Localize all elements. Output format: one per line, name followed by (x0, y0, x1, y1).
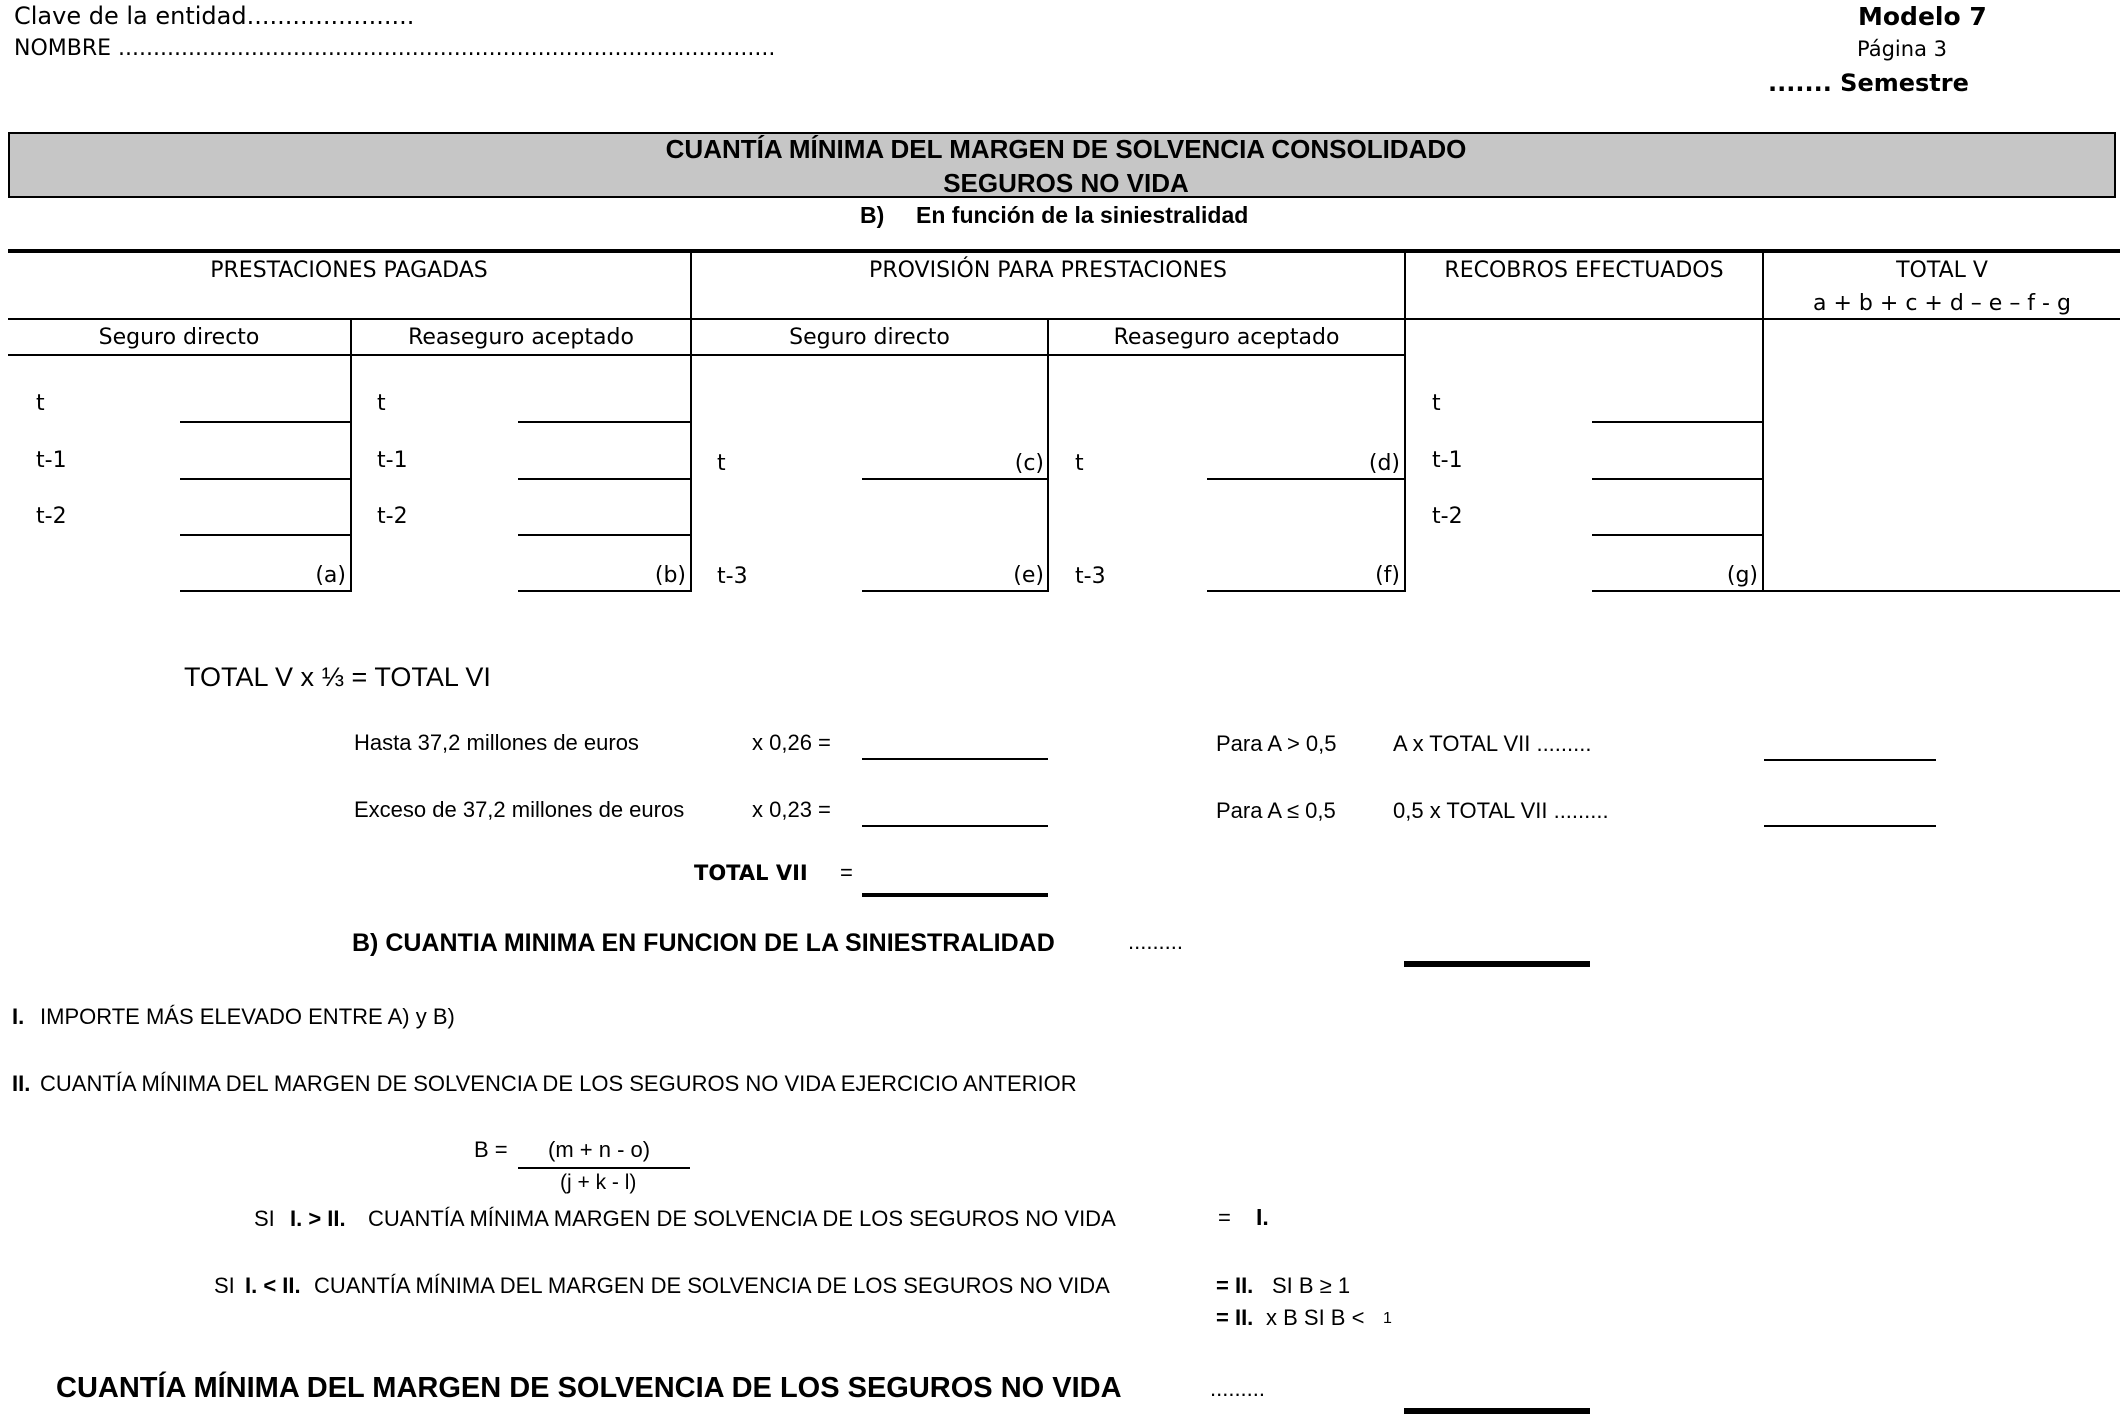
subheader-seguro-directo: Seguro directo (98, 325, 260, 350)
input-line[interactable] (862, 478, 1047, 480)
nombre-field: NOMBRE .............................................................................................. (14, 36, 776, 61)
row-label-t3: t-3 (717, 564, 748, 589)
clave-entidad: Clave de la entidad...................... (14, 2, 415, 30)
marker-b: (b) (654, 563, 686, 588)
item-ii-text: CUANTÍA MÍNIMA DEL MARGEN DE SOLVENCIA DE LOS SEGUROS NO VIDA EJERCICIO ANTERIOR (40, 1071, 1077, 1096)
total-vii-label: TOTAL VII (694, 861, 808, 885)
row-label-t2: t-2 (36, 504, 67, 529)
bottom-result-line[interactable] (1404, 1408, 1590, 1414)
input-line[interactable] (180, 478, 350, 480)
para-le-input-line[interactable] (1764, 825, 1936, 827)
row-label-t3: t-3 (1075, 564, 1106, 589)
result-ii-2-one: 1 (1383, 1310, 1392, 1327)
semestre-label: ....... Semestre (1768, 69, 1969, 97)
row-label-t: t (717, 451, 726, 476)
total-vii-input-line[interactable] (862, 893, 1048, 897)
exceso-input-line[interactable] (862, 825, 1048, 827)
marker-g: (g) (1726, 563, 1758, 588)
exceso-factor: x 0,23 = (752, 797, 831, 822)
si1-condition: I. > II. (290, 1206, 346, 1231)
result-ii-2-cond: x B SI B < (1266, 1305, 1365, 1330)
para-le-label: Para A ≤ 0,5 (1216, 798, 1336, 823)
si2-si: SI (214, 1273, 235, 1298)
marker-c: (c) (1014, 451, 1044, 476)
b-numerator: (m + n - o) (548, 1137, 651, 1162)
header-prestaciones: PRESTACIONES PAGADAS (210, 258, 488, 283)
input-line[interactable] (1592, 421, 1762, 423)
input-line[interactable] (180, 534, 350, 536)
row-label-t: t (377, 391, 386, 416)
cuantia-b-title: B) CUANTIA MINIMA EN FUNCION DE LA SINIESTRALIDAD (352, 929, 1055, 957)
b-equals: B = (474, 1137, 508, 1162)
header-recobros: RECOBROS EFECTUADOS (1444, 258, 1724, 283)
hasta-factor: x 0,26 = (752, 730, 831, 755)
item-i-number: I. (12, 1004, 25, 1029)
para-le-expr: 0,5 x TOTAL VII ......... (1393, 798, 1609, 823)
si1-result: I. (1256, 1204, 1269, 1230)
table-col-divider (1404, 252, 1406, 592)
input-line[interactable] (518, 478, 690, 480)
cuantia-b-result-line[interactable] (1404, 961, 1590, 967)
b-denominator: (j + k - l) (560, 1171, 637, 1194)
table-col-divider (690, 252, 692, 592)
input-line[interactable] (518, 590, 690, 592)
input-line[interactable] (1592, 478, 1762, 480)
banner-title-line2: SEGUROS NO VIDA (943, 168, 1189, 198)
header-provision: PROVISIÓN PARA PRESTACIONES (869, 258, 1227, 283)
para-gt-expr: A x TOTAL VII ......... (1393, 731, 1592, 756)
si1-si: SI (254, 1206, 275, 1231)
input-line[interactable] (1592, 590, 1762, 592)
row-label-t2: t-2 (1432, 504, 1463, 529)
table-col-divider (1047, 319, 1049, 592)
table-top-rule (8, 249, 2120, 253)
input-line[interactable] (518, 421, 690, 423)
cuantia-b-dots: ......... (1128, 929, 1184, 954)
input-line[interactable] (180, 590, 350, 592)
row-label-t: t (1432, 391, 1441, 416)
si2-condition: I. < II. (245, 1273, 301, 1298)
si2-text: CUANTÍA MÍNIMA DEL MARGEN DE SOLVENCIA DE LOS SEGUROS NO VIDA (314, 1273, 1110, 1298)
row-label-t: t (1075, 451, 1084, 476)
banner-title-line1: CUANTÍA MÍNIMA DEL MARGEN DE SOLVENCIA CONSOLIDADO (665, 134, 1467, 164)
subheader-seguro-directo: Seguro directo (789, 325, 950, 350)
modelo-label: Modelo 7 (1858, 2, 1987, 31)
total-vi-formula: TOTAL V x ⅓ = TOTAL VI (184, 662, 491, 692)
pagina-label: Página 3 (1857, 37, 1947, 61)
input-line[interactable] (862, 590, 1047, 592)
input-line[interactable] (1207, 478, 1404, 480)
table-subheader-rule (8, 354, 1405, 356)
bottom-dots: ......... (1210, 1376, 1266, 1401)
hasta-input-line[interactable] (862, 758, 1048, 760)
total-v-bottom-rule (1762, 590, 2120, 592)
exceso-label: Exceso de 37,2 millones de euros (354, 797, 685, 822)
result-ii-2: = II. (1216, 1305, 1254, 1330)
row-label-t: t (36, 391, 45, 416)
hasta-label: Hasta 37,2 millones de euros (354, 730, 639, 755)
marker-a: (a) (315, 563, 346, 588)
fraction-bar (518, 1167, 690, 1169)
table-col-divider (350, 319, 352, 592)
para-gt-label: Para A > 0,5 (1216, 731, 1337, 756)
total-v-formula: a + b + c + d – e – f - g (1813, 291, 2071, 316)
table-header-rule (8, 318, 2120, 320)
subheader-reaseguro-aceptado: Reaseguro aceptado (1113, 325, 1340, 350)
row-label-t1: t-1 (36, 448, 67, 473)
subheader-reaseguro-aceptado: Reaseguro aceptado (408, 325, 634, 350)
row-label-t1: t-1 (377, 448, 408, 473)
si1-text: CUANTÍA MÍNIMA MARGEN DE SOLVENCIA DE LOS SEGUROS NO VIDA (368, 1206, 1116, 1231)
marker-f: (f) (1375, 563, 1400, 588)
para-gt-input-line[interactable] (1764, 759, 1936, 761)
marker-e: (e) (1013, 563, 1044, 588)
item-ii-number: II. (12, 1071, 31, 1096)
input-line[interactable] (1207, 590, 1404, 592)
item-i-text: IMPORTE MÁS ELEVADO ENTRE A) y B) (40, 1004, 455, 1029)
row-label-t2: t-2 (377, 504, 408, 529)
section-letter: B) (860, 202, 885, 228)
section-title: En función de la siniestralidad (916, 202, 1249, 228)
si1-eq: = (1218, 1205, 1231, 1230)
total-vii-eq: = (840, 860, 853, 885)
result-ii-1-cond: SI B ≥ 1 (1272, 1273, 1351, 1298)
bottom-title: CUANTÍA MÍNIMA DEL MARGEN DE SOLVENCIA DE LOS SEGUROS NO VIDA (56, 1372, 1122, 1404)
result-ii-1: = II. (1216, 1273, 1254, 1298)
header-total-v: TOTAL V (1896, 258, 1988, 283)
input-line[interactable] (180, 421, 350, 423)
marker-d: (d) (1368, 451, 1400, 476)
input-line[interactable] (518, 534, 690, 536)
input-line[interactable] (1592, 534, 1762, 536)
row-label-t1: t-1 (1432, 448, 1463, 473)
